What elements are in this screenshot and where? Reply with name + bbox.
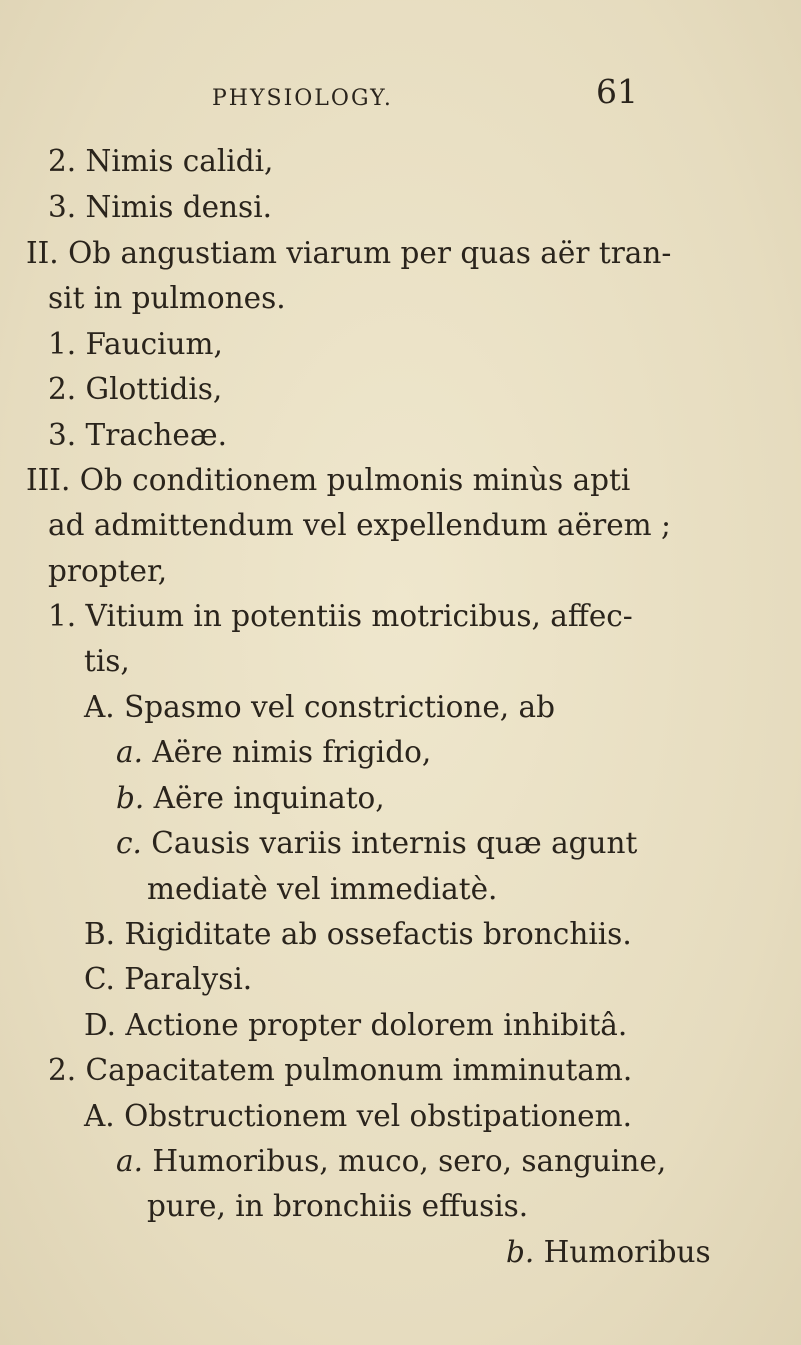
text-line — [48, 417, 227, 453]
item-text: Capacitatem pulmonum imminutam. — [85, 1053, 633, 1087]
item-text: Aëre inquinato, — [153, 781, 385, 815]
item-text: Spasmo vel constrictione, ab — [124, 690, 556, 724]
text-line — [84, 1007, 627, 1043]
item-label: b. — [116, 781, 145, 815]
item-label: A. — [84, 690, 115, 724]
text-line — [116, 734, 431, 770]
text-line — [48, 553, 167, 589]
text-line — [48, 189, 272, 225]
text-line — [48, 326, 223, 362]
text-line — [48, 371, 222, 407]
item-label: B. — [84, 917, 116, 951]
text-line — [116, 825, 637, 861]
item-label: III. — [26, 463, 71, 497]
text-line — [506, 1234, 711, 1270]
item-text: propter, — [48, 554, 168, 588]
item-text: mediatè vel immediatè. — [147, 872, 498, 906]
item-text: Causis variis internis quæ agunt — [151, 826, 638, 860]
item-text: Ob conditionem pulmonis minùs apti — [79, 463, 631, 497]
item-label: 2. — [48, 372, 77, 406]
item-label: a. — [116, 1144, 143, 1178]
item-label: C. — [84, 962, 115, 996]
item-text: Vitium in potentiis motricibus, affec- — [85, 599, 633, 633]
text-line — [116, 1143, 666, 1179]
item-label: 3. — [48, 190, 77, 224]
item-text: Humoribus, muco, sero, sanguine, — [152, 1144, 667, 1178]
item-text: Rigiditate ab ossefactis bronchiis. — [124, 917, 632, 951]
item-text: Obstructionem vel obstipationem. — [124, 1099, 632, 1133]
item-text: ad admittendum vel expellendum aërem ; — [48, 508, 671, 542]
item-label: 1. — [48, 599, 77, 633]
text-line — [116, 780, 385, 816]
item-text: tis, — [84, 644, 130, 678]
item-label: 2. — [48, 1053, 77, 1087]
item-text: Paralysi. — [124, 962, 253, 996]
item-text: pure, in bronchiis effusis. — [147, 1189, 529, 1223]
item-label: A. — [84, 1099, 115, 1133]
item-text: Ob angustiam viarum per quas aër tran- — [68, 236, 672, 270]
text-line — [48, 1052, 632, 1088]
text-line — [84, 1098, 632, 1134]
text-line — [26, 462, 630, 498]
item-text: Tracheæ. — [85, 418, 227, 452]
item-text: Nimis calidi, — [85, 144, 274, 178]
item-label: 3. — [48, 418, 77, 452]
item-text: sit in pulmones. — [48, 281, 286, 315]
item-text: Nimis densi. — [85, 190, 273, 224]
page-number: 61 — [596, 72, 638, 111]
text-line — [26, 235, 671, 271]
text-line — [147, 1188, 528, 1224]
item-label: II. — [26, 236, 59, 270]
item-text: Humoribus — [543, 1235, 711, 1269]
item-label: c. — [116, 826, 142, 860]
item-label: b. — [506, 1235, 535, 1269]
text-line — [48, 143, 273, 179]
item-label: 2. — [48, 144, 77, 178]
text-line — [84, 643, 130, 679]
text-line — [48, 598, 633, 634]
text-line — [48, 507, 671, 543]
item-label: a. — [116, 735, 143, 769]
item-text: Aëre nimis frigido, — [152, 735, 432, 769]
item-label: 1. — [48, 327, 77, 361]
text-line — [84, 916, 632, 952]
text-line — [84, 689, 555, 725]
text-line — [48, 280, 286, 316]
text-line — [84, 961, 252, 997]
item-text: Faucium, — [85, 327, 223, 361]
item-text: Glottidis, — [85, 372, 223, 406]
item-label: D. — [84, 1008, 116, 1042]
text-line — [147, 871, 497, 907]
running-title: PHYSIOLOGY. — [212, 86, 393, 111]
item-text: Actione propter dolorem inhibitâ. — [125, 1008, 628, 1042]
